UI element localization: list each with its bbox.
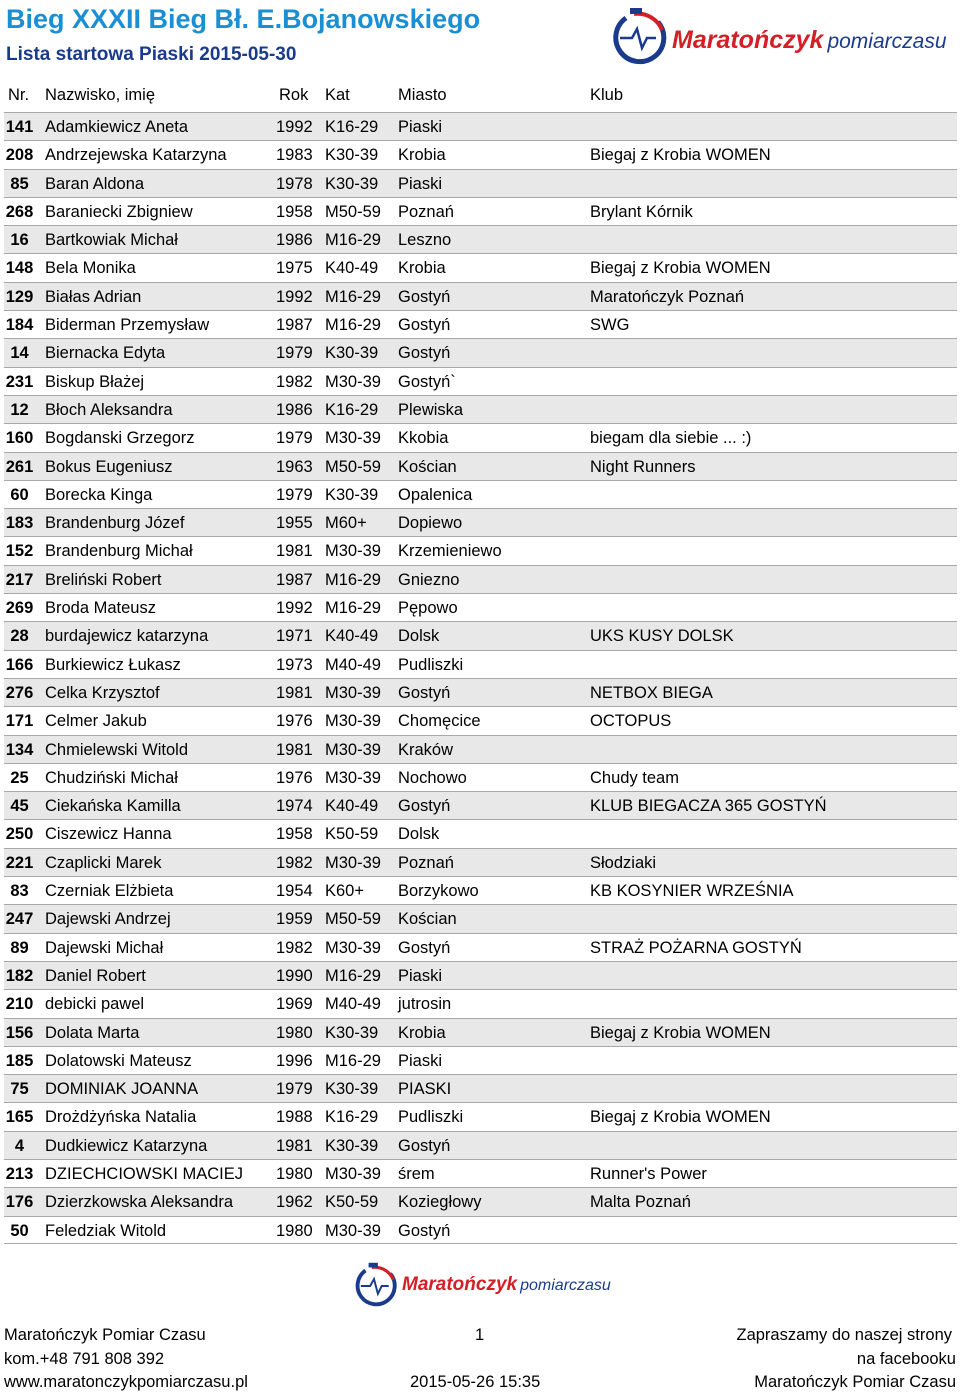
col-header-miasto: Miasto: [398, 86, 447, 104]
cell-miasto: Krobia: [398, 146, 446, 165]
cell-rok: 1987: [276, 316, 313, 335]
cell-miasto: Chomęcice: [398, 712, 481, 731]
col-header-rok: Rok: [279, 86, 309, 104]
table-row: [4, 169, 957, 197]
cell-miasto: śrem: [398, 1164, 435, 1183]
cell-miasto: Gostyń: [398, 1221, 451, 1240]
cell-name: Dzierzkowska Aleksandra: [45, 1193, 233, 1212]
table-row: [4, 536, 957, 564]
cell-miasto: Gostyń: [398, 287, 451, 306]
table-row: [4, 593, 957, 621]
cell-nr: 28: [10, 627, 29, 646]
cell-klub: Biegaj z Krobia WOMEN: [590, 1023, 771, 1042]
cell-klub: Biegaj z Krobia WOMEN: [590, 146, 771, 165]
cell-name: DOMINIAK JOANNA: [45, 1080, 199, 1099]
cell-rok: 1978: [276, 174, 313, 193]
cell-name: Feledziak Witold: [45, 1221, 167, 1240]
cell-rok: 1992: [276, 287, 313, 306]
table-row: [4, 140, 957, 168]
cell-miasto: Kraków: [398, 740, 454, 759]
cell-miasto: Gostyń: [398, 316, 451, 335]
cell-name: Biderman Przemysław: [45, 316, 210, 335]
cell-name: Chmielewski Witold: [45, 740, 189, 759]
cell-kat: M40-49: [325, 995, 381, 1014]
table-row: [4, 933, 957, 961]
cell-rok: 1971: [276, 627, 313, 646]
cell-klub: biegam dla siebie ... :): [590, 429, 752, 448]
cell-name: Baran Aldona: [45, 174, 145, 193]
cell-rok: 1981: [276, 1136, 313, 1155]
cell-nr: 231: [5, 372, 34, 391]
cell-kat: M16-29: [325, 316, 381, 335]
cell-kat: M16-29: [325, 570, 381, 589]
cell-miasto: Pudliszki: [398, 1108, 464, 1127]
cell-miasto: Gostyń: [398, 683, 451, 702]
cell-nr: 134: [5, 740, 34, 759]
table-row: [4, 253, 957, 281]
table-row: [4, 678, 957, 706]
cell-miasto: Gostyń: [398, 344, 451, 363]
table-row: [4, 1102, 957, 1130]
cell-rok: 1979: [276, 429, 313, 448]
cell-nr: 268: [5, 202, 34, 221]
cell-klub: KB KOSYNIER WRZEŚNIA: [590, 882, 794, 901]
cell-rok: 1980: [276, 1164, 313, 1183]
cell-rok: 1988: [276, 1108, 313, 1127]
cell-miasto: Krobia: [398, 1023, 446, 1042]
cell-name: Burkiewicz Łukasz: [45, 655, 181, 674]
cell-rok: 1979: [276, 1080, 313, 1099]
table-row: [4, 338, 957, 366]
cell-klub: Biegaj z Krobia WOMEN: [590, 259, 771, 278]
cell-klub: Malta Poznań: [590, 1193, 691, 1212]
cell-kat: M16-29: [325, 1051, 381, 1070]
cell-name: Błoch Aleksandra: [45, 400, 173, 419]
cell-kat: M30-39: [325, 1221, 381, 1240]
cell-miasto: Piaski: [398, 174, 443, 193]
cell-nr: 221: [5, 853, 34, 872]
cell-name: Białas Adrian: [45, 287, 142, 306]
cell-rok: 1992: [276, 118, 313, 136]
cell-miasto: Dopiewo: [398, 514, 463, 533]
col-header-nr: Nr.: [8, 86, 30, 104]
cell-nr: 269: [5, 599, 34, 618]
cell-kat: M60+: [325, 514, 367, 533]
cell-nr: 12: [10, 400, 29, 419]
cell-kat: K60+: [325, 882, 364, 901]
cell-miasto: Nochowo: [398, 768, 467, 787]
cell-klub: KLUB BIEGACZA 365 GOSTYŃ: [590, 797, 827, 816]
cell-name: Daniel Robert: [45, 966, 146, 985]
table-row: [4, 819, 957, 847]
cell-name: Breliński Robert: [45, 570, 162, 589]
cell-name: Czerniak Elżbieta: [45, 882, 174, 901]
cell-rok: 1986: [276, 400, 313, 419]
cell-kat: M30-39: [325, 683, 381, 702]
cell-name: Bokus Eugeniusz: [45, 457, 173, 476]
cell-rok: 1980: [276, 1221, 313, 1240]
cell-name: Dolata Marta: [45, 1023, 140, 1042]
cell-rok: 1959: [276, 910, 313, 929]
cell-nr: 75: [10, 1080, 29, 1099]
cell-name: Dajewski Michał: [45, 938, 164, 957]
cell-nr: 16: [10, 231, 29, 250]
cell-miasto: Plewiska: [398, 400, 464, 419]
cell-rok: 1986: [276, 231, 313, 250]
cell-kat: M30-39: [325, 740, 381, 759]
cell-name: Brandenburg Józef: [45, 514, 185, 533]
table-row: [4, 112, 957, 140]
cell-nr: 50: [10, 1221, 29, 1240]
table-row: [4, 508, 957, 536]
logo-suffix-text: pomiarczasu: [827, 30, 947, 53]
table-row: [4, 791, 957, 819]
stopwatch-icon: [606, 8, 668, 68]
table-row: [4, 848, 957, 876]
cell-miasto: Piaski: [398, 966, 443, 985]
cell-rok: 1955: [276, 514, 313, 533]
cell-nr: 45: [10, 797, 29, 816]
table-row: [4, 876, 957, 904]
cell-name: Bela Monika: [45, 259, 136, 278]
cell-name: Adamkiewicz Aneta: [45, 118, 189, 136]
cell-rok: 1963: [276, 457, 313, 476]
cell-kat: K30-39: [325, 1136, 379, 1155]
cell-miasto: Dolsk: [398, 627, 440, 646]
cell-rok: 1981: [276, 542, 313, 561]
cell-nr: 165: [5, 1108, 34, 1127]
cell-miasto: Opalenica: [398, 485, 473, 504]
logo-brand-text: Maratończyk: [672, 26, 824, 54]
cell-rok: 1962: [276, 1193, 313, 1212]
cell-klub: Biegaj z Krobia WOMEN: [590, 1108, 771, 1127]
cell-miasto: Gostyń: [398, 1136, 451, 1155]
cell-nr: 176: [5, 1193, 34, 1212]
cell-rok: 1979: [276, 344, 313, 363]
col-header-kat: Kat: [325, 86, 350, 104]
cell-miasto: PIASKI: [398, 1080, 452, 1099]
cell-name: DZIECHCIOWSKI MACIEJ: [45, 1164, 244, 1183]
cell-nr: 213: [5, 1164, 34, 1183]
cell-klub: Chudy team: [590, 768, 679, 787]
table-row: [4, 367, 957, 395]
table-row: [4, 225, 957, 253]
cell-klub: Słodziaki: [590, 853, 657, 872]
cell-nr: 247: [5, 910, 34, 929]
cell-name: Dolatowski Mateusz: [45, 1051, 192, 1070]
cell-rok: 1976: [276, 768, 313, 787]
footer-logo: [350, 1262, 620, 1310]
footer-company: Maratończyk Pomiar Czasu: [4, 1326, 206, 1344]
cell-name: Chudziński Michał: [45, 768, 178, 787]
cell-kat: K40-49: [325, 627, 379, 646]
cell-kat: M30-39: [325, 1164, 381, 1183]
cell-name: Bartkowiak Michał: [45, 231, 178, 250]
col-header-name: Nazwisko, imię: [45, 86, 156, 104]
cell-miasto: Poznań: [398, 853, 454, 872]
cell-klub: Runner's Power: [590, 1164, 707, 1183]
cell-rok: 1981: [276, 740, 313, 759]
cell-name: Borecka Kinga: [45, 485, 153, 504]
cell-miasto: Piaski: [398, 118, 443, 136]
cell-rok: 1982: [276, 853, 313, 872]
cell-rok: 1975: [276, 259, 313, 278]
cell-nr: 276: [5, 683, 34, 702]
document-subtitle: Lista startowa Piaski 2015-05-30: [6, 44, 297, 65]
cell-nr: 152: [5, 542, 34, 561]
cell-kat: K30-39: [325, 1023, 379, 1042]
table-row: [4, 423, 957, 451]
table-row: [4, 197, 957, 225]
cell-nr: 160: [5, 429, 34, 448]
table-row: [4, 621, 957, 649]
cell-nr: 185: [5, 1051, 34, 1070]
cell-kat: K30-39: [325, 174, 379, 193]
cell-kat: M50-59: [325, 457, 381, 476]
cell-kat: M30-39: [325, 712, 381, 731]
cell-miasto: Gostyń: [398, 938, 451, 957]
cell-klub: STRAŻ POŻARNA GOSTYŃ: [590, 938, 802, 957]
cell-kat: K50-59: [325, 1193, 379, 1212]
cell-nr: 261: [5, 457, 34, 476]
cell-name: burdajewicz katarzyna: [45, 627, 209, 646]
cell-kat: K30-39: [325, 485, 379, 504]
cell-miasto: Krobia: [398, 259, 446, 278]
cell-miasto: Poznań: [398, 202, 454, 221]
table-row: [4, 763, 957, 791]
cell-nr: 184: [5, 316, 34, 335]
cell-nr: 166: [5, 655, 34, 674]
cell-name: Brandenburg Michał: [45, 542, 193, 561]
cell-nr: 148: [5, 259, 34, 278]
cell-kat: M16-29: [325, 231, 381, 250]
col-header-klub: Klub: [590, 86, 624, 104]
cell-miasto: Gniezno: [398, 570, 460, 589]
cell-nr: 208: [5, 146, 34, 165]
table-row: [4, 480, 957, 508]
cell-nr: 217: [5, 570, 34, 589]
cell-kat: M40-49: [325, 655, 381, 674]
footer-datetime: 2015-05-26 15:35: [410, 1373, 541, 1391]
cell-kat: M30-39: [325, 372, 381, 391]
cell-nr: 183: [5, 514, 34, 533]
table-row: [4, 1074, 957, 1102]
cell-nr: 141: [5, 118, 34, 136]
cell-kat: K40-49: [325, 259, 379, 278]
cell-klub: Night Runners: [590, 457, 696, 476]
table-row: [4, 1131, 957, 1159]
start-list-table: [4, 112, 957, 1244]
table-row: [4, 904, 957, 932]
table-row: [4, 452, 957, 480]
footer-invite-line1: Zapraszamy do naszej strony: [736, 1326, 952, 1344]
cell-name: Bogdanski Grzegorz: [45, 429, 195, 448]
cell-name: Drożdżyńska Natalia: [45, 1108, 197, 1127]
cell-kat: K16-29: [325, 1108, 379, 1127]
footer-page-number: 1: [475, 1326, 485, 1344]
cell-miasto: jutrosin: [398, 995, 452, 1014]
cell-name: Dajewski Andrzej: [45, 910, 171, 929]
cell-miasto: Pępowo: [398, 599, 458, 618]
cell-name: Celka Krzysztof: [45, 683, 160, 702]
header-logo: [606, 8, 958, 68]
cell-nr: 4: [14, 1136, 25, 1155]
cell-name: Ciszewicz Hanna: [45, 825, 172, 844]
cell-rok: 1983: [276, 146, 313, 165]
cell-miasto: Kościan: [398, 910, 457, 929]
cell-nr: 250: [5, 825, 34, 844]
footer-logo-suffix-text: pomiarczasu: [520, 1277, 611, 1294]
cell-klub: Brylant Kórnik: [590, 202, 693, 221]
cell-klub: Maratończyk Poznań: [590, 287, 745, 306]
cell-nr: 129: [5, 287, 34, 306]
cell-rok: 1973: [276, 655, 313, 674]
cell-name: Ciekańska Kamilla: [45, 797, 181, 816]
cell-name: Broda Mateusz: [45, 599, 156, 618]
cell-kat: M16-29: [325, 966, 381, 985]
cell-klub: SWG: [590, 316, 630, 335]
table-row: [4, 961, 957, 989]
cell-kat: K30-39: [325, 146, 379, 165]
cell-kat: M30-39: [325, 542, 381, 561]
cell-klub: UKS KUSY DOLSK: [590, 627, 734, 646]
stopwatch-icon: [350, 1262, 398, 1310]
cell-kat: K30-39: [325, 344, 379, 363]
cell-rok: 1958: [276, 825, 313, 844]
cell-nr: 83: [10, 882, 29, 901]
cell-rok: 1976: [276, 712, 313, 731]
cell-miasto: Gostyń: [398, 797, 451, 816]
cell-name: Czaplicki Marek: [45, 853, 162, 872]
cell-miasto: Kościan: [398, 457, 457, 476]
cell-rok: 1980: [276, 1023, 313, 1042]
cell-rok: 1996: [276, 1051, 313, 1070]
table-row: [4, 1159, 957, 1187]
footer-invite-line2[interactable]: na facebooku: [856, 1350, 956, 1368]
cell-nr: 156: [5, 1023, 34, 1042]
cell-rok: 1987: [276, 570, 313, 589]
document-title: Bieg XXXII Bieg Bł. E.Bojanowskiego: [6, 4, 481, 34]
cell-kat: K30-39: [325, 1080, 379, 1099]
cell-miasto: Dolsk: [398, 825, 440, 844]
cell-kat: M30-39: [325, 768, 381, 787]
table-row: [4, 282, 957, 310]
cell-klub: OCTOPUS: [590, 712, 672, 731]
table-row: [4, 1187, 957, 1215]
table-row: [4, 1216, 957, 1244]
cell-nr: 89: [10, 938, 29, 957]
cell-rok: 1981: [276, 683, 313, 702]
cell-nr: 85: [10, 174, 29, 193]
footer-logo-brand-text: Maratończyk: [402, 1274, 518, 1295]
cell-klub: NETBOX BIEGA: [590, 683, 713, 702]
cell-kat: M30-39: [325, 853, 381, 872]
cell-nr: 25: [10, 768, 29, 787]
cell-kat: K40-49: [325, 797, 379, 816]
cell-kat: K16-29: [325, 118, 379, 136]
cell-name: debicki pawel: [45, 995, 145, 1014]
cell-miasto: Krzemieniewo: [398, 542, 502, 561]
cell-kat: M50-59: [325, 202, 381, 221]
cell-nr: 60: [10, 485, 29, 504]
cell-nr: 14: [10, 344, 29, 363]
cell-name: Celmer Jakub: [45, 712, 147, 731]
cell-rok: 1982: [276, 938, 313, 957]
cell-kat: M30-39: [325, 938, 381, 957]
cell-name: Biernacka Edyta: [45, 344, 166, 363]
cell-name: Andrzejewska Katarzyna: [45, 146, 227, 165]
cell-kat: K16-29: [325, 400, 379, 419]
cell-miasto: Leszno: [398, 231, 452, 250]
cell-name: Baraniecki Zbigniew: [45, 202, 193, 221]
cell-rok: 1969: [276, 995, 313, 1014]
table-row: [4, 395, 957, 423]
cell-miasto: Borzykowo: [398, 882, 479, 901]
cell-nr: 210: [5, 995, 34, 1014]
cell-miasto: Gostyń`: [398, 372, 456, 391]
table-row: [4, 735, 957, 763]
cell-kat: M50-59: [325, 910, 381, 929]
table-row: [4, 989, 957, 1017]
cell-rok: 1982: [276, 372, 313, 391]
cell-kat: M16-29: [325, 599, 381, 618]
footer-website[interactable]: www.maratonczykpomiarczasu.pl: [4, 1373, 248, 1391]
cell-nr: 182: [5, 966, 34, 985]
footer-invite-line3: Maratończyk Pomiar Czasu: [754, 1373, 956, 1391]
cell-rok: 1979: [276, 485, 313, 504]
cell-kat: K50-59: [325, 825, 379, 844]
cell-miasto: Pudliszki: [398, 655, 464, 674]
cell-kat: M30-39: [325, 429, 381, 448]
table-row: [4, 310, 957, 338]
cell-nr: 171: [5, 712, 34, 731]
footer-phone: kom.+48 791 808 392: [4, 1350, 165, 1368]
cell-rok: 1958: [276, 202, 313, 221]
cell-rok: 1954: [276, 882, 313, 901]
cell-kat: M16-29: [325, 287, 381, 306]
table-row: [4, 706, 957, 734]
cell-rok: 1974: [276, 797, 313, 816]
table-row: [4, 650, 957, 678]
table-row: [4, 1046, 957, 1074]
table-row: [4, 1018, 957, 1046]
cell-name: Dudkiewicz Katarzyna: [45, 1136, 208, 1155]
cell-miasto: Piaski: [398, 1051, 443, 1070]
cell-miasto: Kkobia: [398, 429, 449, 448]
cell-rok: 1992: [276, 599, 313, 618]
table-row: [4, 565, 957, 593]
cell-rok: 1990: [276, 966, 313, 985]
cell-name: Biskup Błażej: [45, 372, 145, 391]
cell-miasto: Koziegłowy: [398, 1193, 482, 1212]
